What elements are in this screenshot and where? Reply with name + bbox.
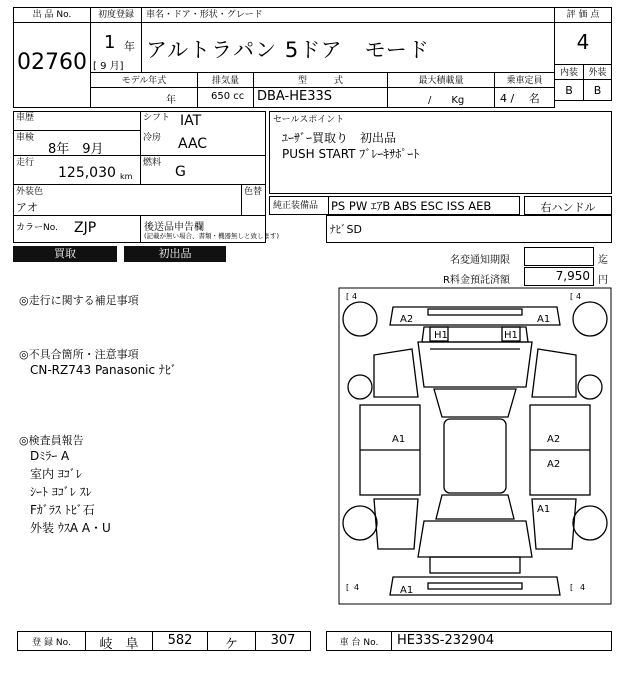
first-reg-month: [ 9 月]	[93, 61, 124, 72]
divider	[241, 184, 242, 215]
model-label: 型 式	[297, 76, 343, 86]
ac-value: AAC	[178, 136, 208, 152]
capacity-label: 乗車定員	[506, 76, 543, 86]
exterior-grade: B	[593, 84, 602, 97]
car-damage-diagram	[338, 287, 612, 605]
recycle-label: R料金預託済額	[443, 275, 510, 286]
svg-text:[: [	[346, 583, 350, 592]
tire-label-bottom-left-val: 4	[354, 583, 360, 592]
purchase-bar: 買取	[13, 246, 117, 262]
fuel-value: G	[175, 164, 186, 180]
tire-top-left	[343, 302, 377, 336]
name-change-unit: 迄	[598, 255, 608, 266]
defects-line: CN-RZ743 Panasonic ﾅﾋﾞ	[30, 363, 177, 377]
aftermarket-note: (記載が無い場合、書類・機器無しと致します)	[144, 232, 280, 240]
history-label: 車歴	[16, 113, 35, 123]
recycle-unit: 円	[598, 275, 608, 286]
aftermarket-value: ﾅﾋﾞSD	[330, 223, 362, 236]
divider	[13, 184, 266, 185]
tire-top-right	[573, 302, 607, 336]
mark-right-door-top: A2	[547, 434, 561, 445]
max-load-label: 最大積載量	[418, 76, 464, 86]
inspector-label: ◎検査員報告	[19, 434, 84, 447]
color-no-label: カラーNo.	[16, 223, 58, 233]
vehicle-name: アルトラパン 5ドア モード	[146, 38, 430, 62]
aftermarket-box	[326, 215, 612, 243]
fuel-label: 燃料	[143, 158, 162, 168]
plate-kana: ケ	[224, 637, 238, 652]
first-reg-label: 初度登録	[97, 10, 134, 20]
ext-color-value: アオ	[16, 201, 38, 214]
mark-front-a1: A1	[537, 314, 551, 325]
sales-line1: ﾕｰｻﾞｰ買取り 初出品	[282, 131, 397, 145]
divider	[140, 111, 141, 184]
tire-label-top-left-val: 4	[352, 292, 358, 301]
sales-line2: PUSH START ﾌﾞﾚｰｷｻﾎﾟｰﾄ	[282, 147, 420, 161]
name-change-box	[524, 247, 594, 266]
aftermarket-label: 後送品申告欄	[144, 222, 204, 233]
color-change-label: 色替	[244, 187, 263, 197]
grade-value: 4	[576, 30, 590, 54]
shift-value: IAT	[180, 113, 202, 129]
sales-point-label: セールスポイント	[273, 115, 345, 125]
mark-front-a2: A2	[400, 314, 414, 325]
lot-no-label: 出 品 No.	[32, 10, 72, 20]
mark-right-door-mid: A2	[547, 459, 561, 470]
model: DBA-HE33S	[257, 89, 333, 104]
plate-label: 登 録 No.	[32, 638, 71, 648]
divider	[140, 215, 141, 243]
mark-h1-left: H1	[434, 330, 448, 341]
plate-region: 岐 阜	[99, 637, 139, 652]
first-reg-year: 1	[104, 32, 116, 53]
lot-no: 02760	[17, 50, 87, 75]
inspection-label: 車検	[16, 133, 35, 143]
interior-label: 内装	[559, 68, 578, 78]
steering-value: 右ハンドル	[540, 201, 596, 214]
plate-number: 307	[270, 633, 296, 648]
ac-label: 冷房	[143, 133, 162, 143]
interior-grade: B	[565, 84, 573, 97]
inspector-line-3: ｼｰﾄ ﾖｺﾞﾚ ｽﾚ	[30, 485, 92, 499]
mileage-unit: km	[120, 172, 133, 181]
first-listing-bar: 初出品	[124, 246, 226, 262]
displacement-label: 排気量	[211, 76, 239, 86]
inspection-value: 8年 9月	[48, 142, 104, 157]
name-change-label: 名変通知期限	[450, 255, 510, 266]
ext-color-label: 外装色	[16, 187, 44, 197]
mark-h1-right: H1	[504, 330, 518, 341]
defects-label: ◎不具合箇所・注意事項	[19, 348, 139, 361]
capacity: 4 / 名	[500, 92, 540, 105]
shift-label: シフト	[143, 113, 171, 123]
model-year-label: モデル年式	[121, 76, 167, 86]
max-load: / Kg	[428, 95, 465, 106]
first-reg-nen: 年	[124, 40, 135, 53]
tire-right-rear	[573, 506, 607, 540]
tire-label-bottom-right-val: 4	[580, 583, 586, 592]
tire-label-top-left: [	[346, 292, 350, 301]
svg-text:[: [	[570, 292, 574, 301]
mark-right-rear: A1	[537, 504, 551, 515]
tire-left-rear	[343, 506, 377, 540]
inspector-line-5: 外装 ｳｽA A・U	[30, 521, 111, 535]
plate-class: 582	[167, 633, 193, 648]
divider	[13, 130, 140, 131]
std-equip-value: PS PW ｴｱB ABS ESC ISS AEB	[331, 199, 492, 213]
mark-rear-a1: A1	[400, 585, 414, 596]
mileage-label: 走行	[16, 158, 35, 168]
chassis-number: HE33S-232904	[397, 633, 495, 648]
displacement: 650 cc	[211, 91, 245, 102]
svg-text:[: [	[570, 583, 574, 592]
mileage-value: 125,030	[58, 165, 116, 181]
inspector-line-2: 室内 ﾖｺﾞﾚ	[30, 467, 82, 481]
chassis-label: 車 台 No.	[339, 638, 379, 648]
tire-label-top-right-val: 4	[576, 292, 582, 301]
inspector-line-4: Fｶﾞﾗｽ ﾄﾋﾞ石	[30, 503, 95, 517]
model-year-unit: 年	[166, 95, 176, 106]
inspector-line-1: Dﾐﾗｰ A	[30, 449, 70, 463]
grade-label: 評 価 点	[566, 10, 600, 20]
std-equip-label: 純正装備品	[273, 201, 319, 211]
driving-notes-label: ◎走行に関する補足事項	[19, 294, 139, 307]
color-no-value: ZJP	[74, 220, 97, 236]
recycle-value: 7,950	[555, 269, 590, 283]
model-year-cell	[90, 87, 198, 108]
mark-left-door: A1	[392, 434, 406, 445]
vehicle-title-label: 車名・ドア・形状・グレード	[146, 10, 263, 20]
exterior-label: 外装	[588, 68, 607, 78]
